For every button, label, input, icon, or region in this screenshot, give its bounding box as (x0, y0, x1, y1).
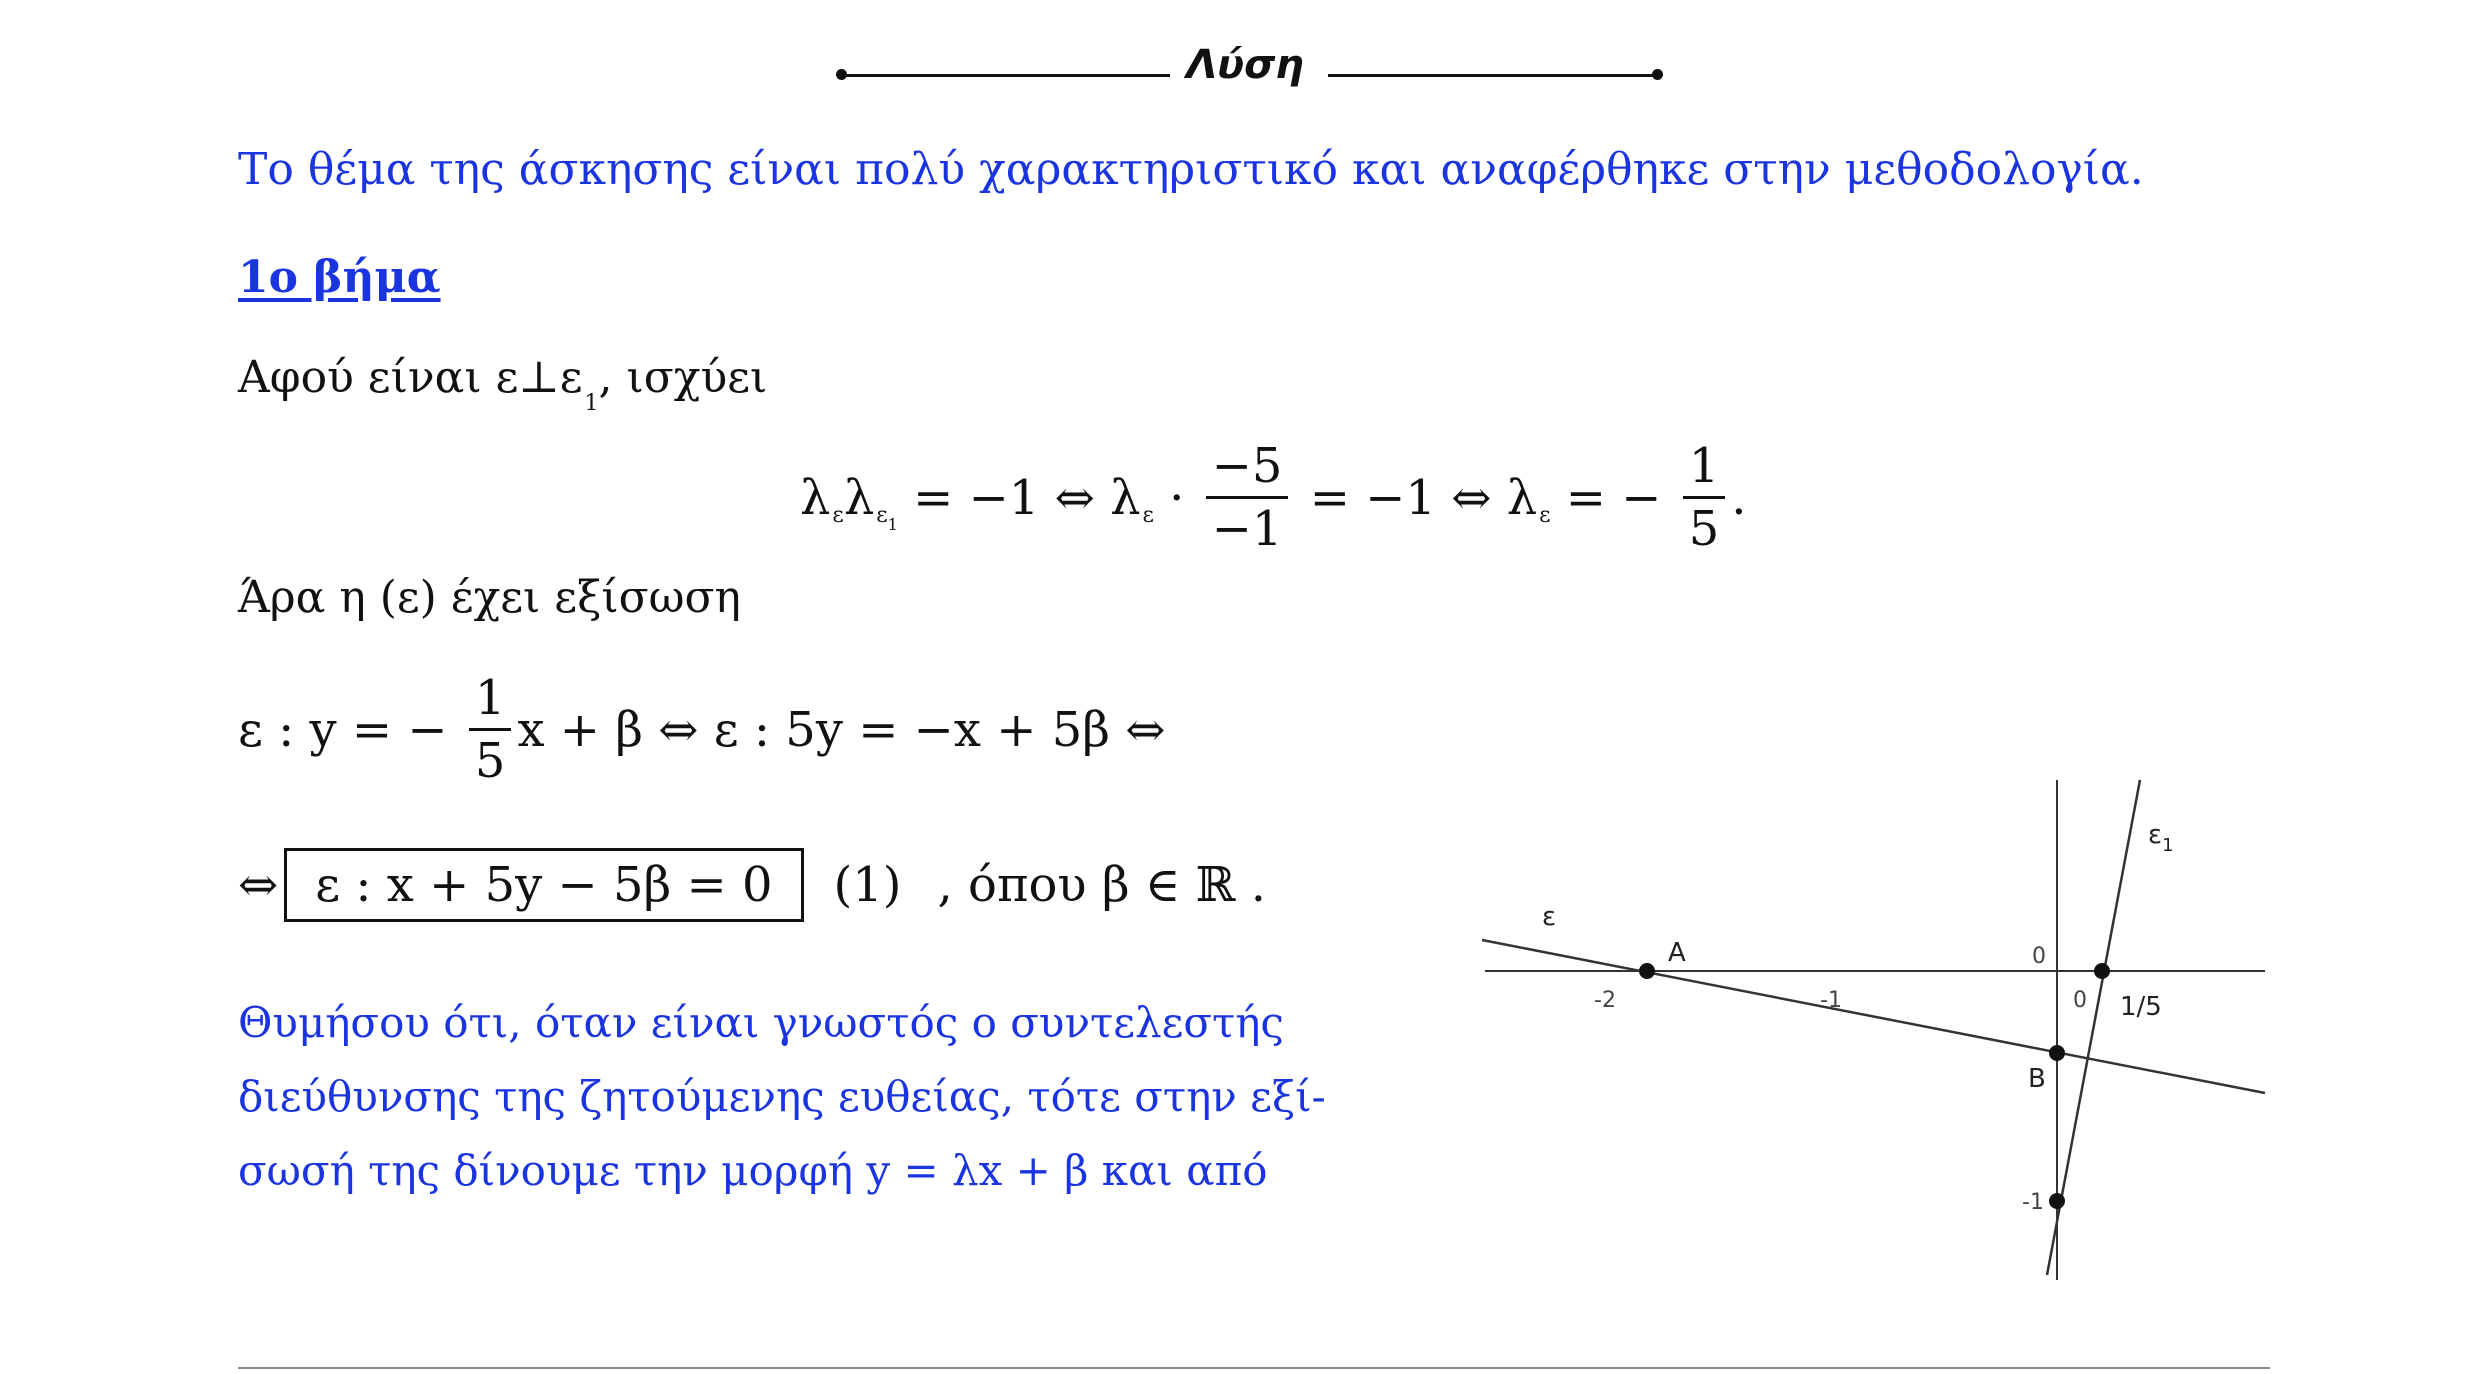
multiplication-dot: · (1153, 469, 1200, 526)
heading-right-dot (1652, 69, 1663, 80)
reminder-line-2: διεύθυνσης της ζητούμενης ευθείας, τότε στην εξί- (238, 1072, 1326, 1121)
statement-suffix: , ισχύει (598, 352, 768, 403)
section-title: Λύση (1186, 42, 1304, 88)
slope-equation (800, 438, 1747, 557)
lambda-symbol: λ (1506, 469, 1538, 526)
tick-one-fifth: 1/5 (2120, 992, 2162, 1022)
label-epsilon1: $\varepsilon_1$ (2148, 820, 2174, 856)
statement-prefix: Αφού είναι (238, 352, 496, 403)
tick-minus-1-y: -1 (2022, 1190, 2044, 1215)
lambda-subscript: ε (1539, 503, 1551, 528)
equation-tail: , όπου β ∈ ℝ . (937, 857, 1267, 913)
tick-minus-1: -1 (1820, 988, 1842, 1013)
equals-minus-one: = −1 ⇔ (1294, 469, 1507, 526)
equals-minus: = − (1550, 469, 1677, 526)
intro-paragraph: Το θέμα της άσκησης είναι πολύ χαρακτηριστικό και αναφέρθηκε στην μεθοδολογία. (238, 144, 2144, 195)
perpendicular-statement (238, 352, 768, 416)
perpendicular-relation: ε⊥ε (495, 352, 583, 403)
equation-label: (1) (833, 857, 902, 913)
lambda-symbol: λ (1110, 469, 1141, 526)
heading-left-rule (842, 74, 1170, 77)
lambda-symbol: λ (800, 469, 831, 526)
tick-minus-2: -2 (1594, 988, 1616, 1013)
point-y-minus-1 (2049, 1193, 2065, 1209)
slope-fraction: $\frac{-5}{-1}$ (1206, 438, 1289, 557)
equals-minus-one: = −1 ⇔ (897, 469, 1111, 526)
equation-intro: Άρα η (ε) έχει εξίσωση (238, 572, 741, 623)
relation-subscript: 1 (584, 391, 599, 416)
coefficient-fraction: $\frac{1}{5}$ (469, 670, 512, 789)
tick-zero-y: 0 (2032, 944, 2046, 969)
lambda-subscript: ε (1142, 503, 1154, 528)
point-B (2049, 1045, 2065, 1061)
tick-zero-x: 0 (2073, 988, 2087, 1013)
step-title: 1ο βήμα (238, 252, 441, 303)
point-A (1639, 963, 1655, 979)
period: . (1731, 469, 1747, 526)
label-B: B (2028, 1064, 2046, 1094)
general-equation (238, 848, 1266, 922)
lambda-symbol: λ (843, 469, 875, 526)
result-fraction: $\frac{1}{5}$ (1683, 438, 1726, 557)
reminder-line-3: σωσή της δίνουμε την μορφή y = λx + β και από (238, 1146, 1268, 1195)
boxed-equation: ε : x + 5y − 5β = 0 (284, 848, 803, 922)
heading-right-rule (1328, 74, 1658, 77)
reminder-line-1: Θυμήσου ότι, όταν είναι γνωστός ο συντελεστής (238, 998, 1284, 1047)
coordinate-graph (1480, 775, 2270, 1285)
equivalence-symbol: ⇔ (238, 857, 279, 913)
label-A: A (1668, 938, 1686, 968)
line-equation: ε : y = − $\frac{1}{5}$ x + β ⇔ ε : 5y = −x + 5β ⇔ (238, 670, 1166, 789)
label-epsilon: ε (1542, 902, 1557, 932)
lambda-subscript: $\varepsilon_1$ (876, 503, 898, 534)
point-intersection-x (2094, 963, 2110, 979)
lambda-subscript: ε (832, 503, 844, 528)
bottom-rule (238, 1367, 2270, 1369)
